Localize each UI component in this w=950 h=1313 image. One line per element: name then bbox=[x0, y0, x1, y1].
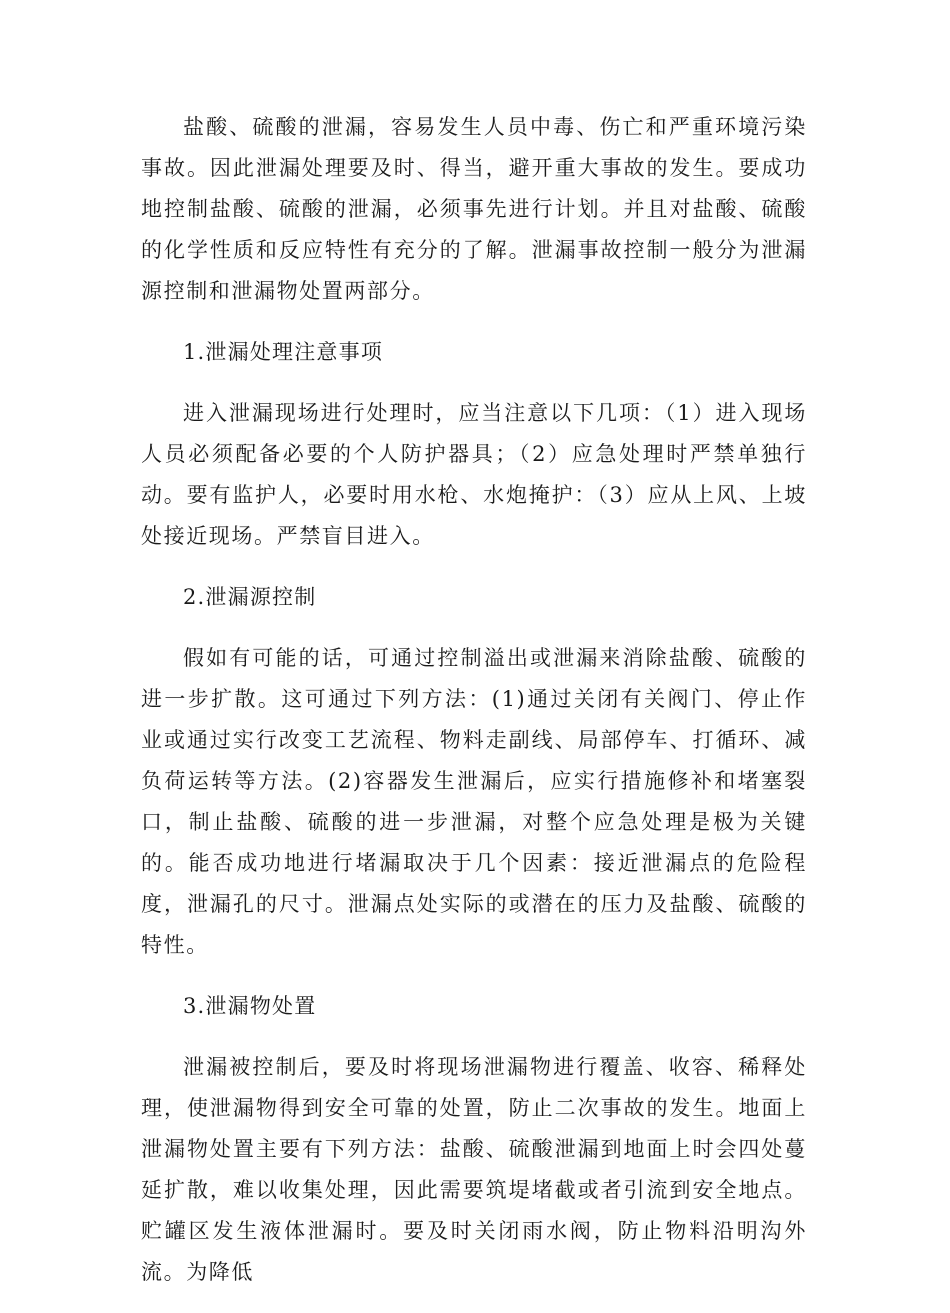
section-2-paragraph: 假如有可能的话，可通过控制溢出或泄漏来消除盐酸、硫酸的进一步扩散。这可通过下列方法：(1)通过关闭有关阀门、停止作业或通过实行改变工艺流程、物料走副线、局部停车、打循环、减负荷运转等方法。(2)容器发生泄漏后，应实行措施修补和堵塞裂口，制止盐酸、硫酸的进一步泄漏，对整个应急处理是极为关键的。能否成功地进行堵漏取决于几个因素：接近泄漏点的危险程度，泄漏孔的尺寸。泄漏点处实际的或潜在的压力及盐酸、硫酸的特性。 bbox=[141, 646, 807, 957]
section-3-paragraph: 泄漏被控制后，要及时将现场泄漏物进行覆盖、收容、稀释处理，使泄漏物得到安全可靠的处置，防止二次事故的发生。地面上泄漏物处置主要有下列方法：盐酸、硫酸泄漏到地面上时会四处蔓延扩散，难以收集处理，因此需要筑堤堵截或者引流到安全地点。贮罐区发生液体泄漏时。要及时关闭雨水阀，防止物料沿明沟外流。为降低 bbox=[141, 1055, 807, 1284]
section-1-paragraph: 进入泄漏现场进行处理时，应当注意以下几项：（1）进入现场人员必须配备必要的个人防护器具；（2）应急处理时严禁单独行动。要有监护人，必要时用水枪、水炮掩护：（3）应从上风、上坡处接近现场。严禁盲目进入。 bbox=[141, 401, 807, 548]
intro-paragraph: 盐酸、硫酸的泄漏，容易发生人员中毒、伤亡和严重环境污染事故。因此泄漏处理要及时、得当，避开重大事故的发生。要成功地控制盐酸、硫酸的泄漏，必须事先进行计划。并且对盐酸、硫酸的化学性质和反应特性有充分的了解。泄漏事故控制一般分为泄漏源控制和泄漏物处置两部分。 bbox=[141, 115, 807, 303]
section-heading-3: 3.泄漏物处置 bbox=[183, 994, 317, 1018]
section-heading-2: 2.泄漏源控制 bbox=[183, 585, 317, 609]
section-heading-1: 1.泄漏处理注意事项 bbox=[183, 340, 384, 364]
document-body bbox=[141, 107, 807, 1313]
